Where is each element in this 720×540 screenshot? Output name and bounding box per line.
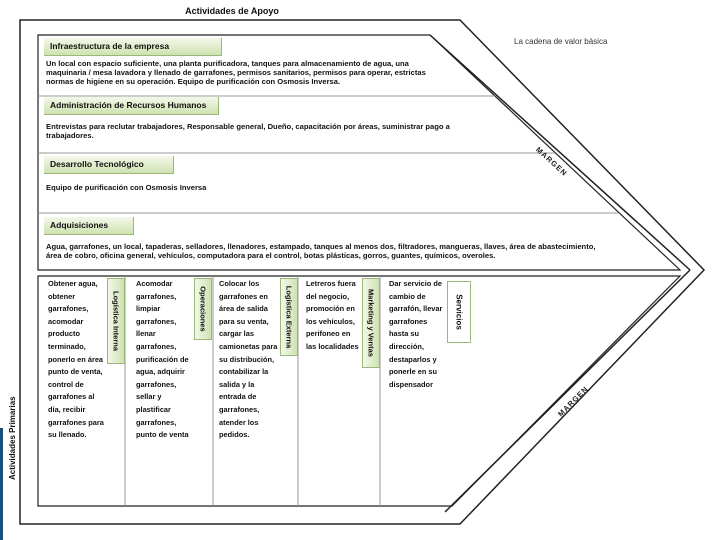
margin-label-bottom: MARGEN: [556, 384, 591, 419]
column-tab-marketing: [362, 278, 380, 368]
band-text-technology: Equipo de purificación con Osmosis Inversa: [46, 183, 207, 192]
column-text-marketing: Letreros fuera del negocio, promoción en los vehículos, perifoneo en las localidades: [306, 279, 359, 351]
band-text-procurement: Agua, garrafones, un local, tapaderas, selladores, llenadores, estampado, tanques al menos dos, filtradores, mangueras, llaves, área de abastecimiento, área de cobro, oficina general, vehículos, computadora para el control, botas plásticas, gorros, guantes, químicos, overoles.: [46, 242, 596, 260]
band-label-technology: Desarrollo Tecnológico: [44, 156, 174, 174]
margin-label-top: MARGEN: [533, 145, 570, 179]
column-label-marketing: Marketing y Ventas: [366, 289, 376, 357]
primary-activities-title: Actividades Primarias: [8, 396, 17, 480]
column-text-operations: Acomodar garrafones, limpiar garrafones, llenar garrafones, purificación de agua, adquirir garrafones, sellar y plastificar garrafones, punto de venta: [136, 279, 189, 440]
column-text-inbound: Obtener agua, obtener garrafones, acomodar producto terminado, ponerlo en área punto de venta, control de garrafones al día, recibir garrafones para su llenado.: [48, 279, 104, 440]
column-tab-operations: [194, 278, 212, 340]
band-label-infrastructure: Infraestructura de la empresa: [44, 38, 222, 56]
diagram-subtitle: La cadena de valor básica: [514, 37, 608, 46]
column-text-services: Dar servicio de cambio de garrafón, llevar garrafones hasta su dirección, destaparlos y ponerle en su dispensador: [389, 279, 443, 389]
diagram-title: Actividades de Apoyo: [185, 6, 279, 16]
column-tab-inbound: [107, 278, 125, 364]
band-text-infrastructure: Un local con espacio suficiente, una planta purificadora, tanques para almacenamiento de agua, una maquinaria / mesa lavadora y llenado de garrafones, permisos sanitarios, permisos para operar, estrictas normas de higiene en su operación. Equipo de purificación con Osmosis Inversa.: [46, 59, 426, 86]
band-label-procurement: Adquisiciones: [44, 217, 134, 235]
band-label-hr: Administración de Recursos Humanos: [44, 97, 219, 115]
column-label-inbound: Logística Interna: [111, 290, 121, 352]
column-tab-services: [447, 281, 471, 343]
column-label-services: Servicios: [454, 294, 464, 330]
column-label-outbound: Logística Externa: [284, 285, 294, 349]
band-text-hr: Entrevistas para reclutar trabajadores, Responsable general, Dueño, capacitación por áreas, suministrar pago a trabajadores.: [46, 122, 450, 140]
column-tab-outbound: [280, 278, 298, 356]
column-label-operations: Operaciones: [198, 286, 208, 332]
column-text-outbound: Colocar los garrafones en área de salida para su venta, cargar las camionetas para su distribución, contabilizar la salida y la entrada de garrafones, atender los pedidos.: [219, 279, 278, 440]
